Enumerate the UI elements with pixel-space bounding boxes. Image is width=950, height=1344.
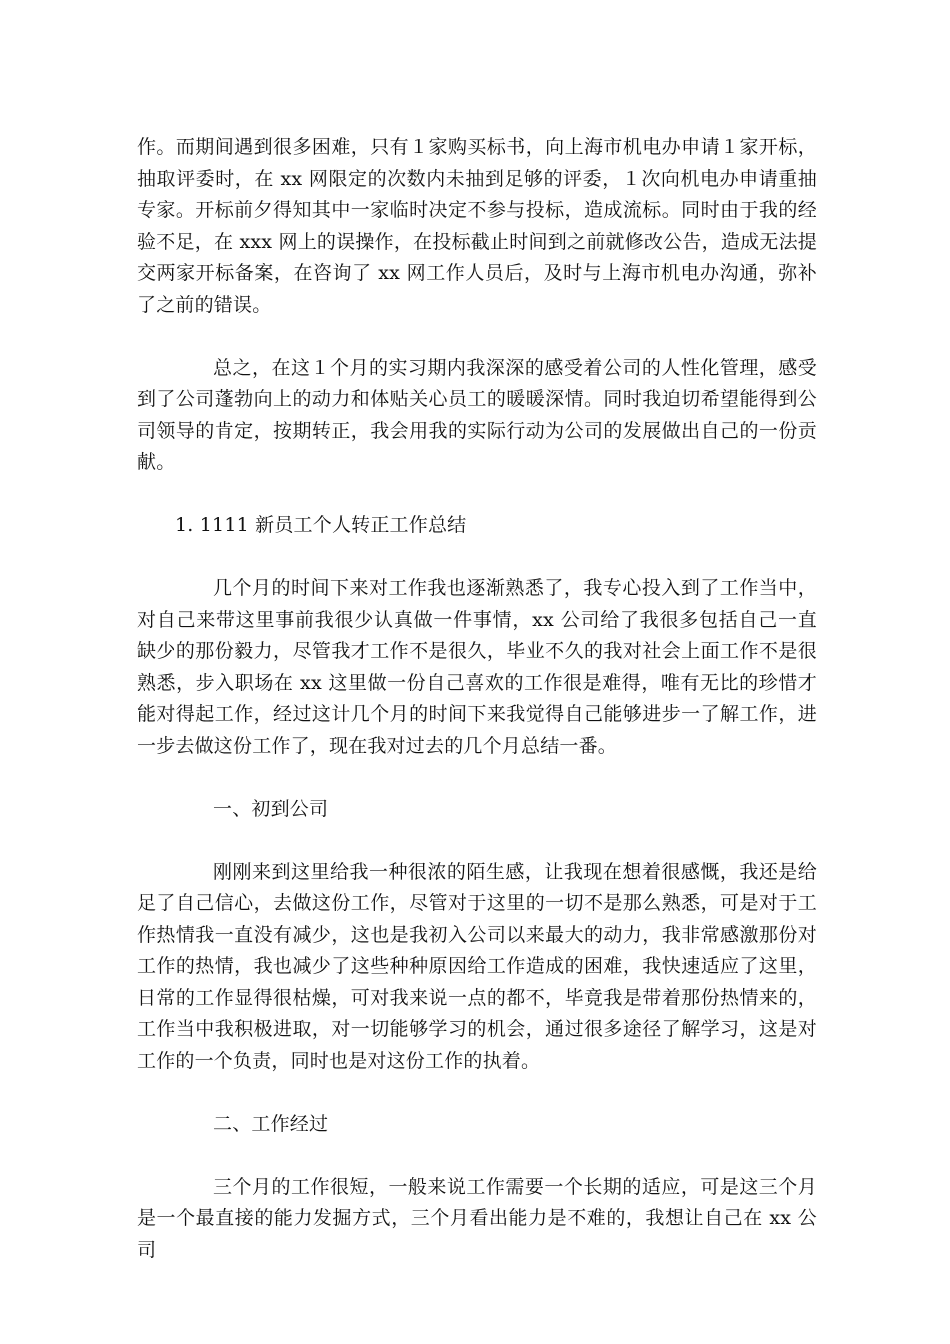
paragraph-work: 三个月的工作很短，一般来说工作需要一个长期的适应，可是这三个月是一个最直接的能力发掘方式，三个月看出能力是不难的，我想让自己在 xx 公司 [137, 1175, 817, 1261]
section-title-work: 二、工作经过 [213, 1112, 329, 1135]
paragraph-intro: 几个月的时间下来对工作我也逐渐熟悉了，我专心投入到了工作当中，对自己来带这里事前我很少认真做一件事情，xx 公司给了我很多包括自己一直缺少的那份毅力，尽管我才工作不是很久，毕业不久的我对社会上面工作不是很熟悉，步入职场在 xx 这里做一份自己喜欢的工作很是难得，唯有无比的珍惜才能对得起工作，经过这计几个月的时间下来我觉得自己能够进步一了解工作，进一步去做这份工作了，现在我对过去的几个月总结一番。 [137, 577, 817, 757]
section-title-arrival: 一、初到公司 [213, 797, 329, 820]
paragraph-continuation: 作。而期间遇到很多困难，只有１家购买标书，向上海市机电办申请１家开标，抽取评委时，在 xx 网限定的次数内未抽到足够的评委，１次向机电办申请重抽专家。开标前夕得知其中一家临时决定不参与投标，造成流标。同时由于我的经验不足，在 xxx 网上的误操作，在投标截止时间到之前就修改公告，造成无法提交两家开标备案，在咨询了 xx 网工作人员后，及时与上海市机电办沟通，弥补了之前的错误。 [137, 136, 817, 316]
article-heading: 1. 1111 新员工个人转正工作总结 [175, 514, 467, 536]
paragraph-arrival: 刚刚来到这里给我一种很浓的陌生感，让我现在想着很感慨，我还是给足了自己信心，去做这份工作，尽管对于这里的一切不是那么熟悉，可是对于工作热情我一直没有减少，这也是我初入公司以来最大的动力，我非常感激那份对工作的热情，我也减少了这些种种原因给工作造成的困难，我快速适应了这里，日常的工作显得很枯燥，可对我来说一点的都不，毕竟我是带着那份热情来的，工作当中我积极进取，对一切能够学习的机会，通过很多途径了解学习，这是对工作的一个负责，同时也是对这份工作的执着。 [137, 860, 817, 1072]
document-body [137, 132, 817, 1298]
paragraph-conclusion: 总之，在这１个月的实习期内我深深的感受着公司的人性化管理，感受到了公司蓬勃向上的动力和体贴关心员工的暖暖深情。同时我迫切希望能得到公司领导的肯定，按期转正，我会用我的实际行动为公司的发展做出自己的一份贡献。 [137, 356, 817, 473]
